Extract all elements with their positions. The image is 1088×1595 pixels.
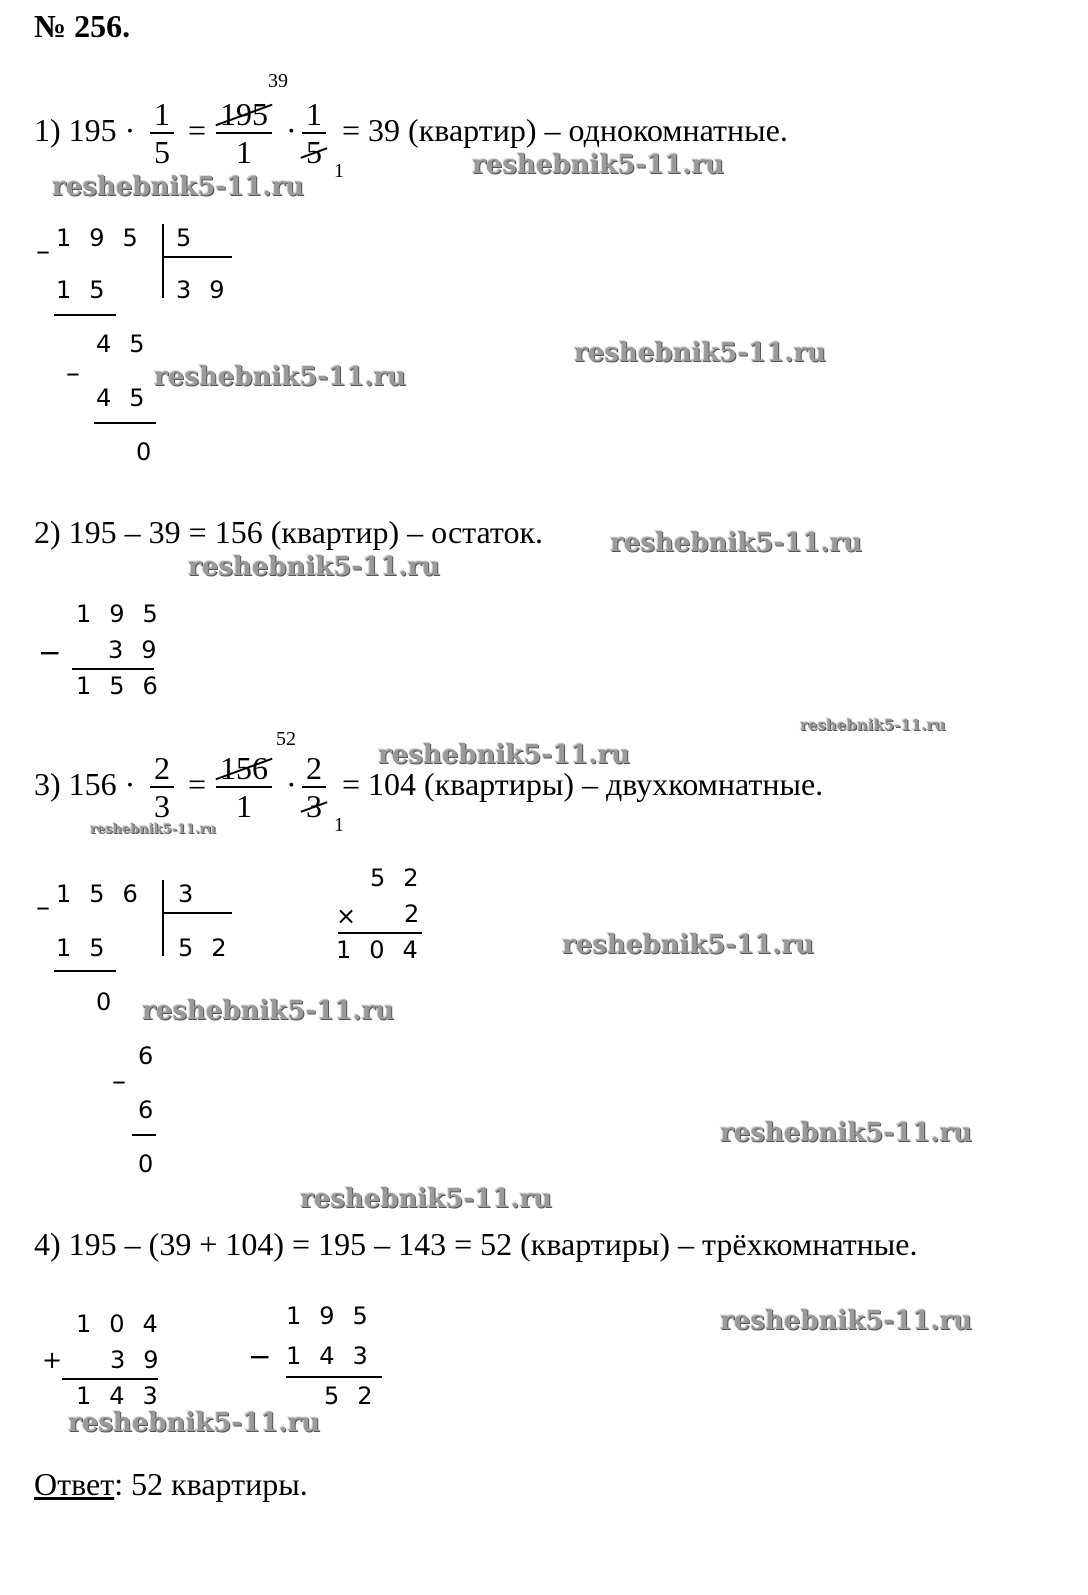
multiplier: 2 (404, 900, 438, 928)
equals-sign: = (188, 112, 207, 148)
division-row: 45 (96, 384, 163, 412)
equals-sign: = (188, 766, 207, 802)
problem-title: № 256. (34, 8, 131, 44)
division-line (54, 970, 116, 972)
subtrahend: 39 (108, 636, 175, 664)
watermark: reshebnik5-11.ru (300, 1184, 553, 1214)
watermark: reshebnik5-11.ru (68, 1408, 321, 1438)
divisor-line (164, 912, 232, 914)
division-row: 6 (138, 1042, 172, 1070)
cancel-result: 39 (268, 70, 288, 92)
cancelled-numerator: 195 (220, 96, 268, 132)
fraction-denominator: 1 (236, 134, 252, 170)
cancelled-denominator: 3 (306, 788, 322, 824)
answer-text: : 52 квартиры. (114, 1466, 308, 1502)
step3-fraction-3 (302, 752, 326, 822)
multiplication-dot: · (286, 112, 297, 148)
watermark: reshebnik5-11.ru (720, 1306, 973, 1336)
sum: 143 (76, 1382, 176, 1410)
step2-text: 2) 195 – 39 = 156 (квартир) – остаток. (34, 514, 543, 550)
minus-sign: – (66, 356, 80, 389)
step3-fraction-1 (150, 752, 174, 822)
watermark: reshebnik5-11.ru (154, 362, 407, 392)
division-bar (162, 224, 164, 298)
watermark: reshebnik5-11.ru (720, 1118, 973, 1148)
watermark: reshebnik5-11.ru (610, 528, 863, 558)
division-remainder: 0 (136, 438, 170, 466)
step1-prefix: 1) 195 · (34, 112, 136, 148)
step1-fraction-3 (302, 98, 326, 168)
division-row: 0 (96, 988, 130, 1016)
step4-text: 4) 195 – (39 + 104) = 195 – 143 = 52 (квартиры) – трёхкомнатные. (34, 1226, 918, 1262)
quotient: 52 (178, 934, 245, 962)
cancelled-denominator: 5 (306, 134, 322, 170)
product: 104 (336, 936, 436, 964)
watermark: reshebnik5-11.ru (574, 338, 827, 368)
fraction-numerator: 2 (306, 750, 322, 786)
division-row: 45 (96, 330, 163, 358)
addend-2: 39 (110, 1346, 177, 1374)
difference-line (286, 1376, 382, 1378)
division-row: 6 (138, 1096, 172, 1124)
watermark: reshebnik5-11.ru (188, 552, 441, 582)
fraction-denominator: 1 (236, 788, 252, 824)
minus-sign: – (36, 234, 50, 267)
fraction-numerator: 1 (306, 96, 322, 132)
step3-result: = 104 (квартиры) – двухкомнатные. (342, 766, 824, 802)
step3-prefix: 3) 156 · (34, 766, 136, 802)
multiplicand: 52 (370, 864, 437, 892)
step1-fraction-2 (216, 98, 272, 168)
step1-fraction-1 (150, 98, 174, 168)
divisor: 3 (178, 880, 212, 908)
quotient: 39 (176, 276, 243, 304)
minus-sign: – (112, 1064, 126, 1097)
division-line (54, 314, 116, 316)
difference: 52 (324, 1382, 391, 1410)
step3-fraction-2 (216, 752, 272, 822)
minus-sign: – (36, 890, 50, 923)
division-row: 15 (56, 276, 123, 304)
watermark: reshebnik5-11.ru (142, 996, 395, 1026)
divisor-line (164, 256, 232, 258)
times-sign: × (336, 902, 357, 930)
division-line (94, 422, 156, 424)
division-line (132, 1134, 156, 1136)
divisor: 5 (176, 224, 210, 252)
fraction-numerator: 1 (154, 96, 170, 132)
watermark: reshebnik5-11.ru (472, 150, 725, 180)
minuend: 195 (286, 1302, 386, 1330)
sum-line (62, 1378, 158, 1380)
dividend: 195 (56, 224, 156, 252)
watermark: reshebnik5-11.ru (562, 930, 815, 960)
sum-line (72, 668, 154, 670)
product-line (338, 932, 422, 934)
cancel-result: 52 (276, 728, 296, 750)
division-remainder: 0 (138, 1150, 172, 1178)
subtrahend: 143 (286, 1342, 386, 1370)
cancelled-numerator: 156 (220, 750, 268, 786)
minus-sign: − (248, 1340, 272, 1373)
watermark: reshebnik5-11.ru (90, 822, 217, 837)
minus-sign: − (38, 636, 62, 669)
division-row: 15 (56, 934, 123, 962)
addend-1: 104 (76, 1310, 176, 1338)
dividend: 156 (56, 880, 156, 908)
watermark: reshebnik5-11.ru (52, 172, 305, 202)
step1-result: = 39 (квартир) – однокомнатные. (342, 112, 788, 148)
answer-label: Ответ (34, 1466, 115, 1502)
answer (34, 1466, 308, 1503)
watermark: reshebnik5-11.ru (800, 716, 946, 734)
multiplication-dot: · (286, 766, 297, 802)
fraction-denominator: 3 (154, 788, 170, 824)
division-bar (162, 880, 164, 956)
cancel-result: 1 (334, 160, 344, 182)
fraction-numerator: 2 (154, 750, 170, 786)
difference: 156 (76, 672, 176, 700)
minuend: 195 (76, 600, 176, 628)
fraction-denominator: 5 (154, 134, 170, 170)
cancel-result: 1 (334, 814, 344, 836)
plus-sign: + (42, 1346, 63, 1374)
watermark: reshebnik5-11.ru (378, 740, 631, 770)
